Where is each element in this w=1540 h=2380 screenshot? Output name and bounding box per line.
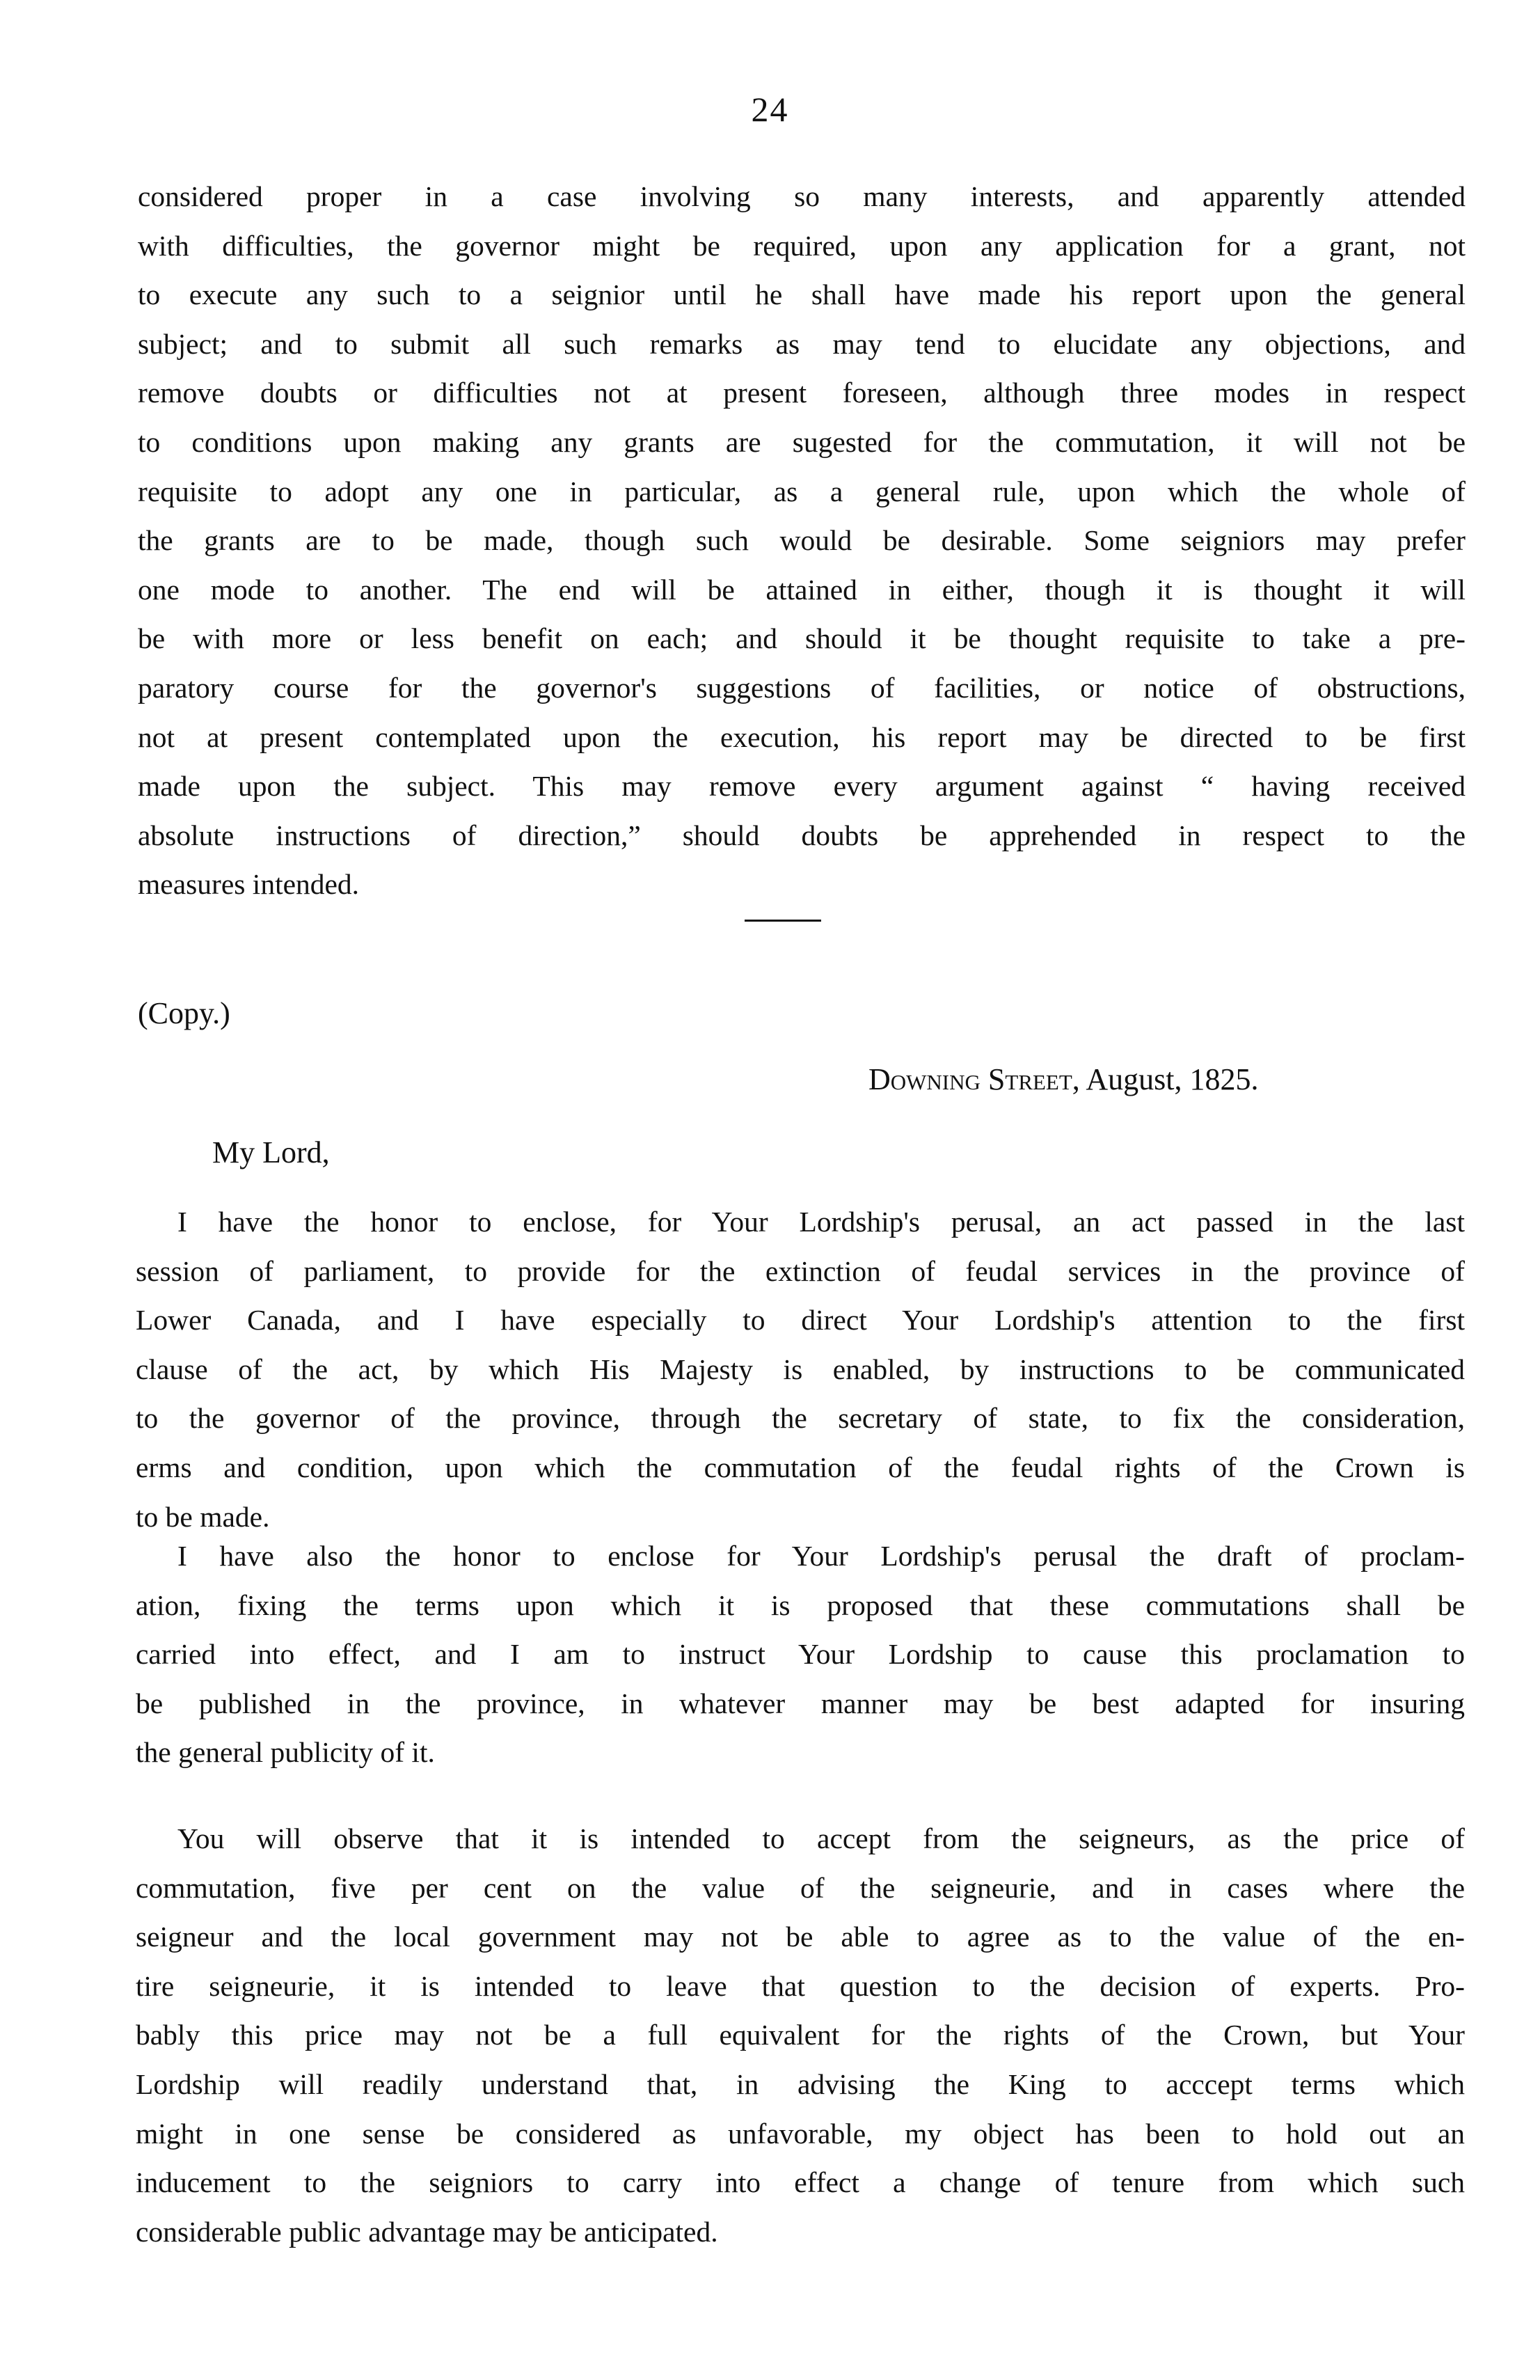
text-line: seigneur and the local government may not be able to agree as to the value of the en- [136,1921,1465,1953]
section-divider [745,920,821,922]
text-line: might in one sense be considered as unfavorable, my object has been to hold out an [136,2117,1465,2150]
letter-paragraph [136,1531,1465,1777]
text-line: bably this price may not be a full equivalent for the rights of the Crown, but Your [136,2019,1465,2051]
paragraph-continued [138,172,1466,909]
text-line: tire seigneurie, it is intended to leave that question to the decision of experts. Pro- [136,1969,1465,2002]
letter-paragraph [136,1814,1465,2256]
text-line: ation, fixing the terms upon which it is proposed that these commutations shall be [136,1589,1465,1621]
text-line: Lordship will readily understand that, in advising the King to acccept terms which [136,2067,1465,2100]
page-number: 24 [751,90,789,129]
text-line: the general publicity of it. [136,1736,435,1769]
text-line: the grants are to be made, though such would be desirable. Some seigniors may prefer [138,524,1466,557]
text-line: considered proper in a case involving so many interests, and apparently attended [138,180,1466,212]
dateline-place: Downing Street, [868,1062,1080,1096]
text-line: session of parliament, to provide for the extinction of feudal services in the province of [136,1254,1465,1287]
text-line: Lower Canada, and I have especially to direct Your Lordship's attention to the first [136,1304,1465,1337]
text-line: to be made. [136,1500,270,1533]
text-line: requisite to adopt any one in particular, as a general rule, upon which the whole of [138,475,1466,507]
text-line: clause of the act, by which His Majesty is enabled, by instructions to be communicated [136,1353,1465,1385]
text-line: You will observe that it is intended to accept from the seigneurs, as the price of [177,1822,1465,1854]
text-line: be published in the province, in whatever manner may be best adapted for insuring [136,1687,1465,1719]
copy-label: (Copy.) [138,996,230,1030]
text-line: commutation, five per cent on the value of the seigneurie, and in cases where the [136,1871,1465,1904]
text-line: carried into effect, and I am to instruct Your Lordship to cause this proclamation to [136,1638,1465,1671]
text-line: to execute any such to a seignior until he shall have made his report upon the general [138,278,1466,311]
text-line: made upon the subject. This may remove every argument against “ having received [138,770,1466,803]
text-line: to the governor of the province, through the secretary of state, to fix the consideration, [136,1402,1465,1435]
text-line: paratory course for the governor's suggestions of facilities, or notice of obstructions, [138,671,1466,704]
text-line: I have the honor to enclose, for Your Lordship's perusal, an act passed in the last [177,1206,1465,1238]
text-line: to conditions upon making any grants are sugested for the commutation, it will not be [138,425,1466,458]
letter-paragraph [136,1197,1465,1541]
dateline [868,1062,1259,1097]
text-line: erms and condition, upon which the commutation of the feudal rights of the Crown is [136,1451,1465,1483]
text-line: considerable public advantage may be anticipated. [136,2215,718,2248]
text-line: not at present contemplated upon the execution, his report may be directed to be first [138,720,1466,753]
dateline-date: August, 1825. [1086,1062,1259,1096]
text-line: inducement to the seigniors to carry into effect a change of tenure from which such [136,2166,1465,2199]
text-line: with difficulties, the governor might be required, upon any application for a grant, not [138,229,1466,262]
text-line: measures intended. [138,868,360,901]
text-line: absolute instructions of direction,” should doubts be apprehended in respect to the [138,819,1466,851]
text-line: one mode to another. The end will be attained in either, though it is thought it will [138,573,1466,606]
salutation: My Lord, [212,1135,330,1169]
text-line: remove doubts or difficulties not at present foreseen, although three modes in respect [138,377,1466,409]
text-line: be with more or less benefit on each; and should it be thought requisite to take a pre- [138,622,1466,655]
text-line: I have also the honor to enclose for Your Lordship's perusal the draft of proclam- [177,1540,1465,1572]
text-line: subject; and to submit all such remarks as may tend to elucidate any objections, and [138,327,1466,360]
